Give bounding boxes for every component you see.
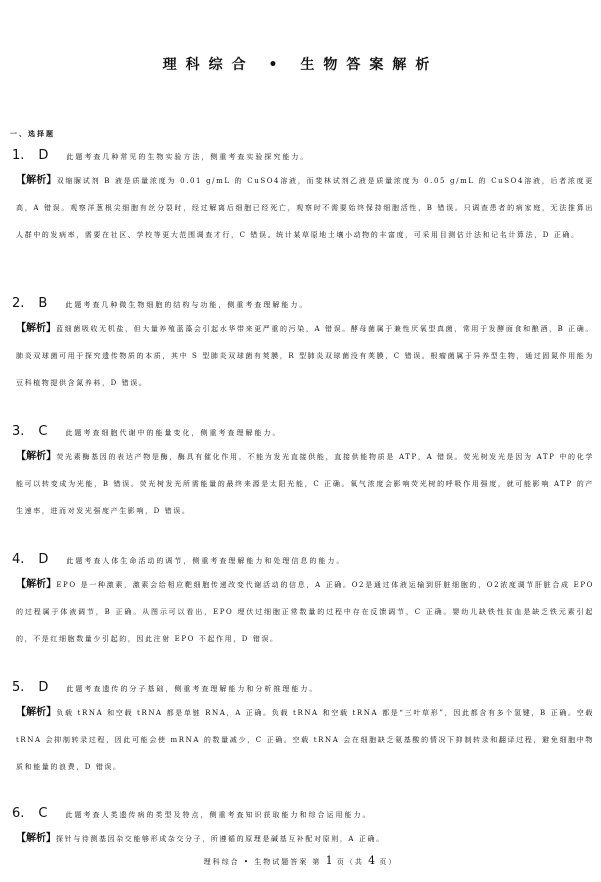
section-heading: 一、选择题 [10, 129, 55, 138]
footer-total-pages: 4 [368, 854, 376, 867]
question-block [12, 421, 594, 525]
analysis-tag: 【解析】 [16, 707, 57, 718]
analysis-tag: 【解析】 [16, 323, 57, 334]
question-explanation [16, 571, 594, 653]
question-intro: 此题考查细胞代谢中的能量变化，侧重考查理解能力。 [65, 429, 282, 437]
question-answer: B [38, 296, 48, 311]
question-header [12, 803, 594, 825]
question-number: 1. [12, 148, 25, 163]
question-number: 2. [12, 296, 25, 311]
question-answer: D [38, 552, 49, 567]
question-number: 3. [12, 424, 25, 439]
question-header [12, 549, 594, 571]
explanation-text: EPO 是一种激素，激素会给相应靶细胞传递改变代谢活动的信息，A 正确。O2是通过体液运输到肝脏细胞的，O2浓度调节肝脏合成 EPO 的过程属于体液调节，B 正确。从图示可以看出，EPO 埋伏过细胞正常数量的过程中存在反馈调节，C 正确。婴幼儿缺铁性贫血是缺乏铁元素引起的，不是红细胞数量少引起的，因此注射 EPO 不起作用，D 错误。 [16, 581, 594, 643]
question-explanation [16, 825, 594, 853]
page-footer [0, 854, 601, 867]
question-header [12, 145, 594, 167]
explanation-text: 双缩脲试剂 B 液是质量浓度为 0.01 g/mL 的 CuSO4溶液，而斐林试剂乙液是质量浓度为 0.05 g/mL 的 CuSO4溶液，后者浓度更高，A 错误。观察洋葱根尖细胞有丝分裂时，经过解离后细胞已经死亡，观察时不需要始终保持细胞活性，B 错误。只调查患者的病家庭，无法推算出人群中的发病率，需要在社区、学校等更大范围调查才行，C 错误。统计某草原地土壤小动物的丰富度，可采用目测估计法和记名计算法，D 正确。 [16, 177, 595, 239]
page-title: 理科综合 • 生物答案解析 [162, 57, 439, 73]
explanation-text: 探针与待测基因杂交能够形成杂交分子，所遵循的原理是碱基互补配对原则，A 正确。 [56, 835, 385, 843]
question-block [12, 677, 594, 781]
explanation-text: 负载 tRNA 和空载 tRNA 都是单链 RNA，A 正确。负载 tRNA 和空载 tRNA 都是“三叶草形”，因此都含有多个氢键，B 正确。空载 tRNA 会抑制转录过程，因此可能会使 mRNA 的数量减少，C 正确。空载 tRNA 会在细胞缺乏氨基酸的情况下抑制转录和翻译过程，避免细胞中物质和能量的浪费，D 错误。 [16, 709, 595, 771]
question-number: 5. [12, 680, 25, 695]
question-number: 4. [12, 552, 25, 567]
question-intro: 此题考查人类遗传病的类型及特点，侧重考查知识获取能力和综合运用能力。 [65, 811, 372, 819]
question-intro: 此题考查几种微生物细胞的结构与功能，侧重考查理解能力。 [65, 301, 309, 309]
question-header [12, 421, 594, 443]
question-intro: 此题考查人体生命活动的调节，侧重考查理解能力和处理信息的能力。 [66, 557, 346, 565]
question-explanation [16, 167, 594, 249]
explanation-text: 荧光素酶基因的表达产物是酶，酶具有催化作用，不能为发光直接供能，直接供能物质是 ATP，A 错误。荧光树发光是因为 ATP 中的化学能可以转变成为光能，B 错误。荧光树发光所需能量的最终来源是太阳光能，C 正确。氧气浓度会影响荧光树的呼吸作用强度，就可能影响 ATP 的产生速率，进而对发光强度产生影响，D 错误。 [16, 453, 595, 515]
footer-end: 页） [379, 858, 398, 866]
question-block [12, 145, 594, 249]
question-header [12, 677, 594, 699]
footer-label: 理科综合 • 生物试题答案 第 [203, 858, 322, 866]
question-answer: C [38, 806, 48, 821]
question-block [12, 293, 594, 397]
question-answer: D [38, 148, 49, 163]
question-answer: C [38, 424, 48, 439]
analysis-tag: 【解析】 [16, 175, 57, 186]
question-explanation [16, 315, 594, 397]
question-intro: 此题考查几种常见的生物实验方法，侧重考查实验探究能力。 [66, 153, 310, 161]
question-number: 6. [12, 806, 25, 821]
analysis-tag: 【解析】 [16, 451, 57, 462]
question-intro: 此题考查遗传的分子基础，侧重考查理解能力和分析推理能力。 [66, 685, 319, 693]
question-answer: D [38, 680, 49, 695]
analysis-tag: 【解析】 [16, 833, 56, 844]
question-explanation [16, 699, 594, 781]
question-explanation [16, 443, 594, 525]
footer-middle: 页（共 [336, 858, 364, 866]
footer-page-number: 1 [325, 854, 333, 867]
analysis-tag: 【解析】 [16, 579, 57, 590]
explanation-text: 蓝细菌吸收无机盐，但大量养殖蓝藻会引起水华带来更严重的污染，A 错误。酵母菌属于兼性厌氧型真菌，常用于发酵面食和酿酒，B 正确。肺炎双球菌可用于探究遗传物质的本质，其中 S 型肺炎双球菌有荚膜，R 型肺炎双球菌没有荚膜，C 错误。根瘤菌属于异养型生物，通过固氮作用能为豆科植物提供含氮养料，D 错误。 [16, 325, 594, 387]
question-header [12, 293, 594, 315]
question-block [12, 549, 594, 653]
question-block [12, 803, 594, 853]
